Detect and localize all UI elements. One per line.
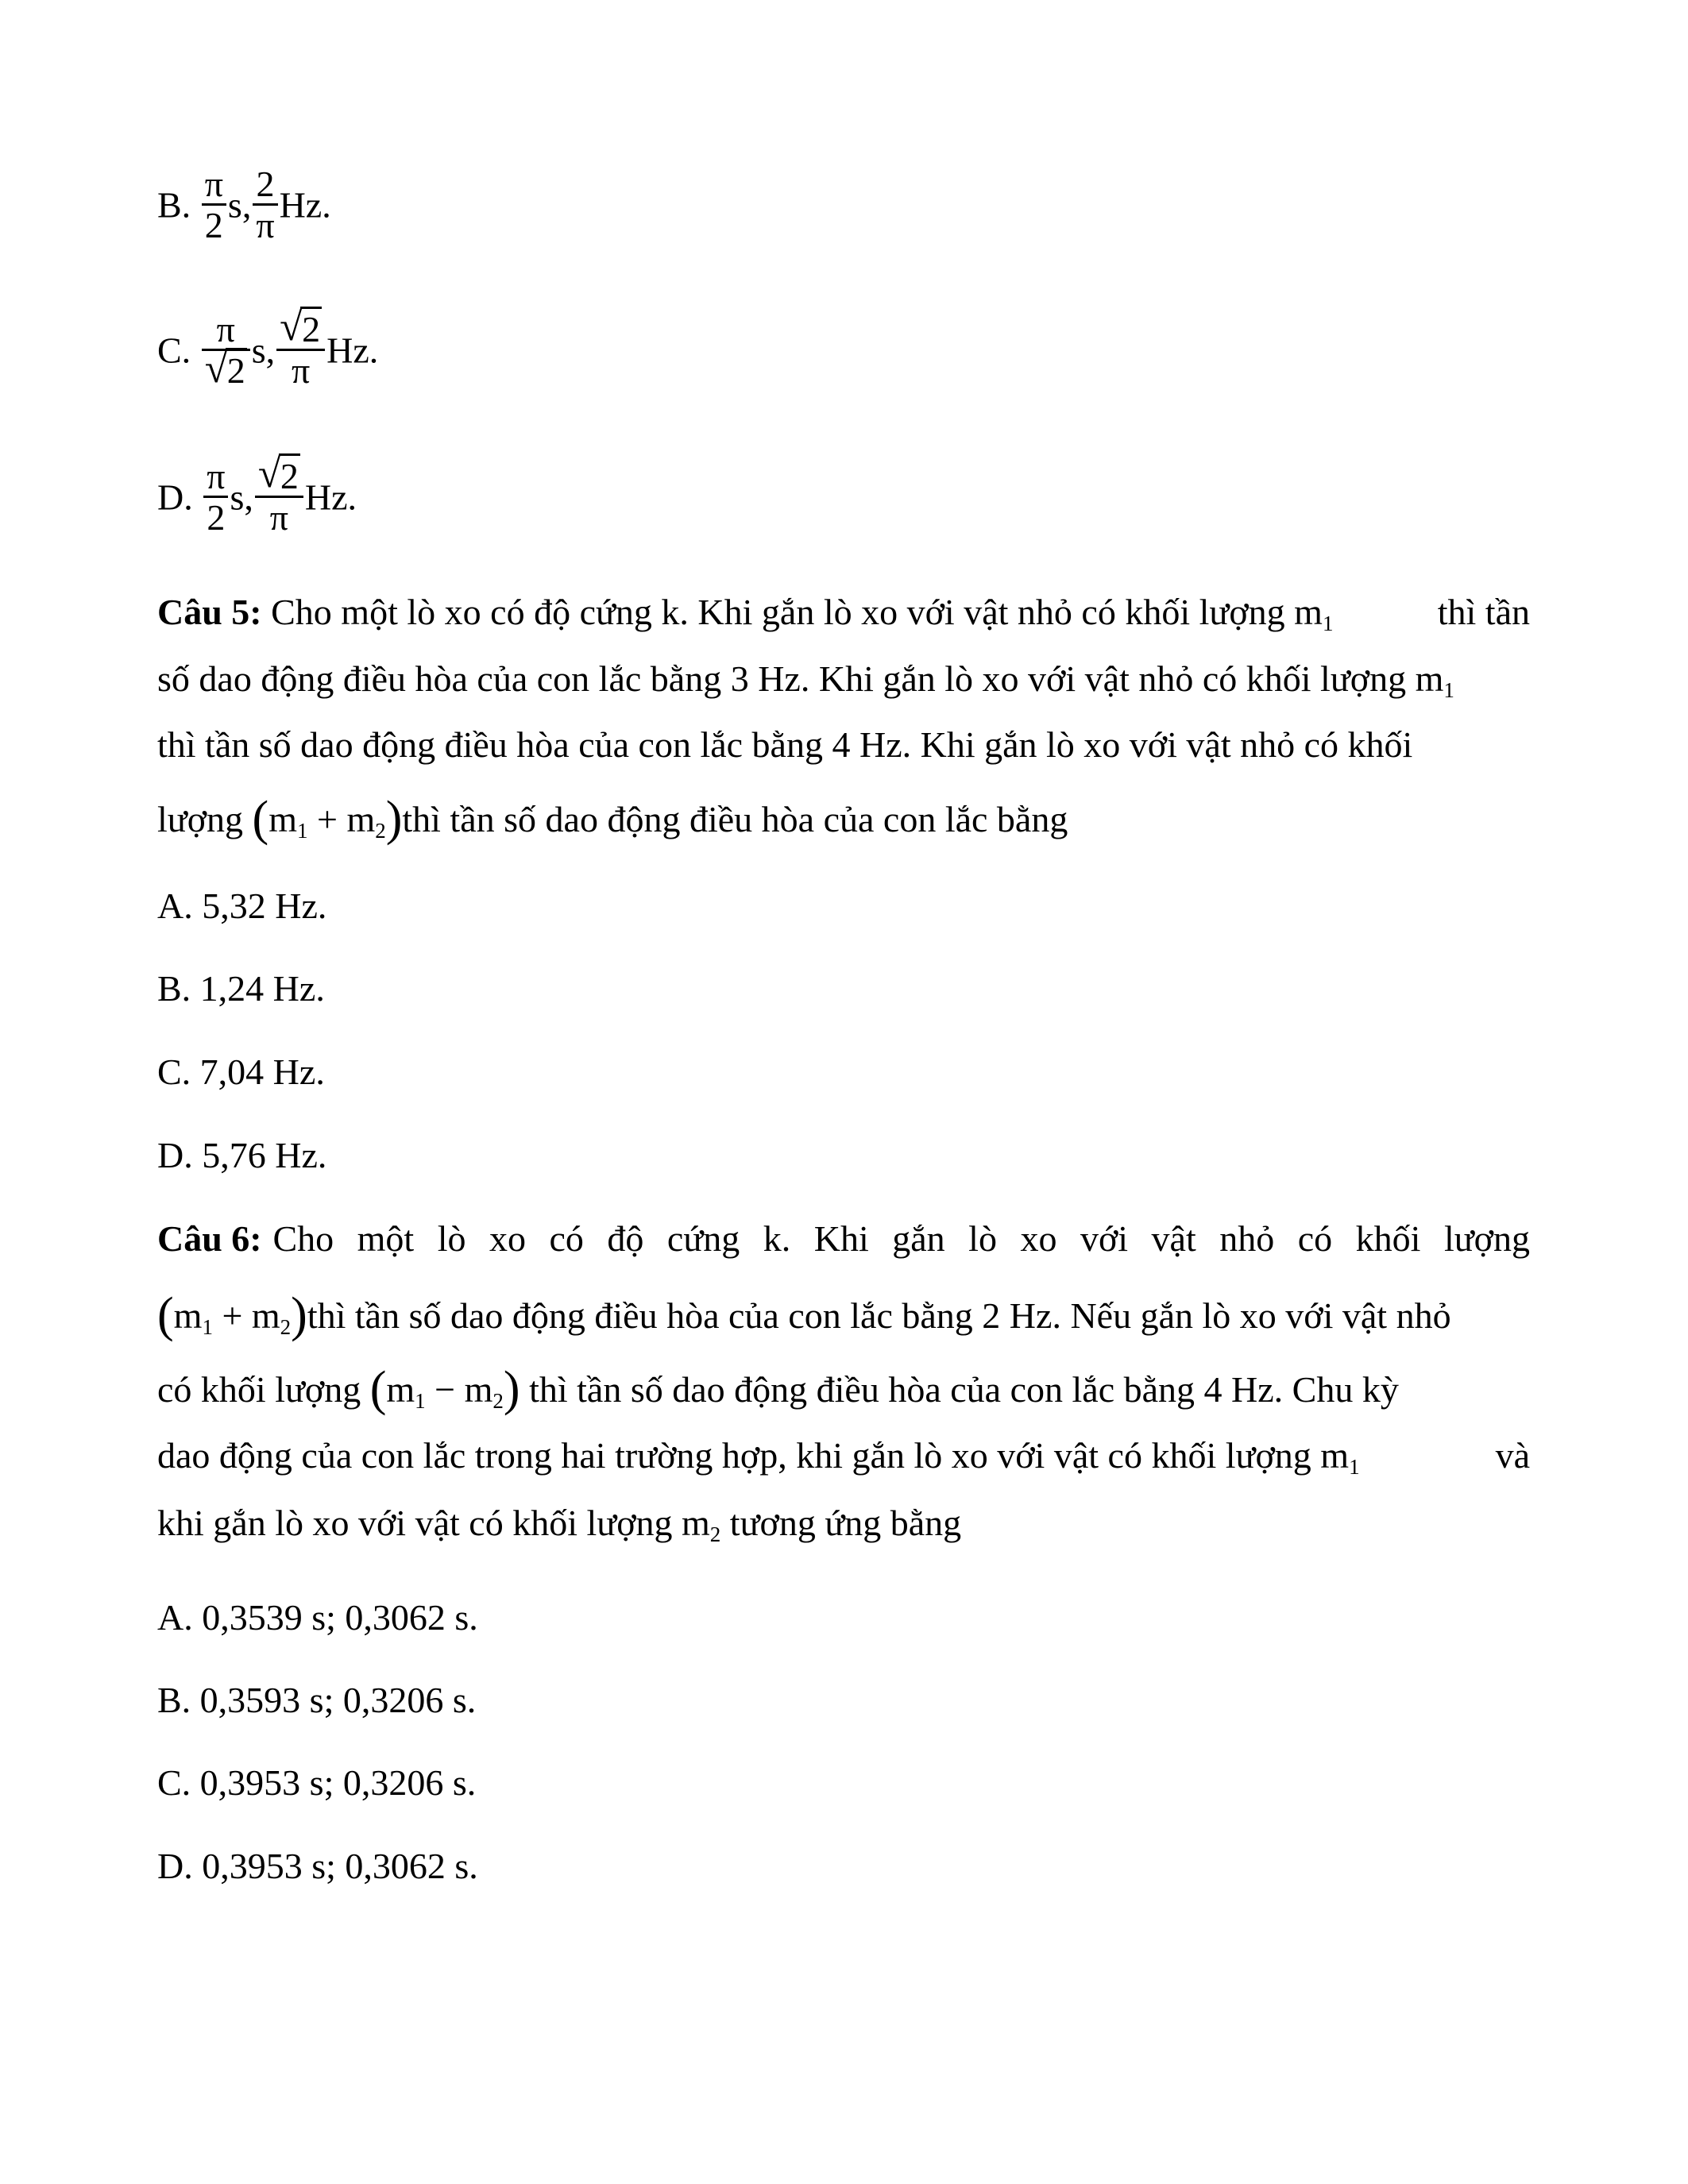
q6-line-2: ($m_1$ + $m_2)thì$ tần số dao động điều hòa của con lắc bằng 2 Hz. Nếu gắn lò xo với vật nhỏ xyxy=(157,1288,1451,1342)
fraction: $\frac{\pi}{2}$ xyxy=(203,457,228,538)
q6-line-3: có khối lượng $(m_1 - m_2)$ thì tần số dao động điều hòa của con lắc bằng 4 Hz. Chu kỳ xyxy=(157,1362,1399,1416)
q6-line-1: Câu 6: Cho một lò xo có độ cứng k. Khi gắn lò xo với vật nhỏ có khối lượng xyxy=(157,1218,1530,1259)
q6-line-5: khi gắn lò xo với vật có khối lượng $m_2$ tương ứng bằng xyxy=(157,1503,962,1546)
q4-option-d: D. $\frac{\pi}{2}$ s, √ 2 π Hz. xyxy=(157,451,357,538)
q4-option-b: B. $\frac{\pi}{2}$ s, $\frac{2}{\pi}$ Hz. xyxy=(157,164,331,246)
q5-option-d: D. 5,76 Hz. xyxy=(157,1135,327,1175)
q5-line-1: Câu 5: Cho một lò xo có độ cứng k. Khi gắn lò xo với vật nhỏ có khối lượng $m_1$ thì tần xyxy=(157,592,1530,635)
question-label: Câu 5: xyxy=(157,592,262,632)
fraction: $\frac{\pi}{2}$ xyxy=(202,165,226,246)
q5-option-c: C. 7,04 Hz. xyxy=(157,1051,325,1092)
fraction: π √ 2 xyxy=(202,311,250,392)
q6-option-a: A. 0,3539 s; 0,3062 s. xyxy=(157,1597,478,1638)
fraction: $\frac{2}{\pi}$ xyxy=(253,165,277,246)
q5-option-a: A. 5,32 Hz. xyxy=(157,886,327,926)
q6-line-4: dao động của con lắc trong hai trường hợp, khi gắn lò xo với vật có khối lượng $m_1$ và xyxy=(157,1435,1530,1479)
q6-option-d: D. 0,3953 s; 0,3062 s. xyxy=(157,1846,478,1886)
option-label: B. xyxy=(157,184,191,226)
q6-option-c: C. 0,3953 s; 0,3206 s. xyxy=(157,1762,477,1803)
q6-option-b: B. 0,3593 s; 0,3206 s. xyxy=(157,1680,477,1720)
sqrt-symbol: √ 2 xyxy=(204,346,245,392)
option-label: D. xyxy=(157,477,193,518)
sqrt-symbol: √ 2 xyxy=(280,304,321,349)
fraction: √ 2 π xyxy=(255,457,303,538)
q5-option-b: B. 1,24 Hz. xyxy=(157,968,325,1009)
q5-line-2: số dao động điều hòa của con lắc bằng 3 Hz. Khi gắn lò xo với vật nhỏ có khối lượng $m_1$ xyxy=(157,658,1454,702)
fraction: √ 2 π xyxy=(276,311,325,392)
q4-option-c: C. π √ 2 s, √ 2 π Hz. xyxy=(157,304,379,392)
q5-line-3: thì tần số dao động điều hòa của con lắc bằng 4 Hz. Khi gắn lò xo với vật nhỏ có khối xyxy=(157,724,1413,765)
q5-line-4: lượng ($m_1$ + $m_2)thì$ tần số dao động điều hòa của con lắc bằng xyxy=(157,792,1068,846)
sqrt-symbol: √ 2 xyxy=(257,451,299,496)
question-label: Câu 6: xyxy=(157,1218,262,1259)
option-label: C. xyxy=(157,330,191,371)
